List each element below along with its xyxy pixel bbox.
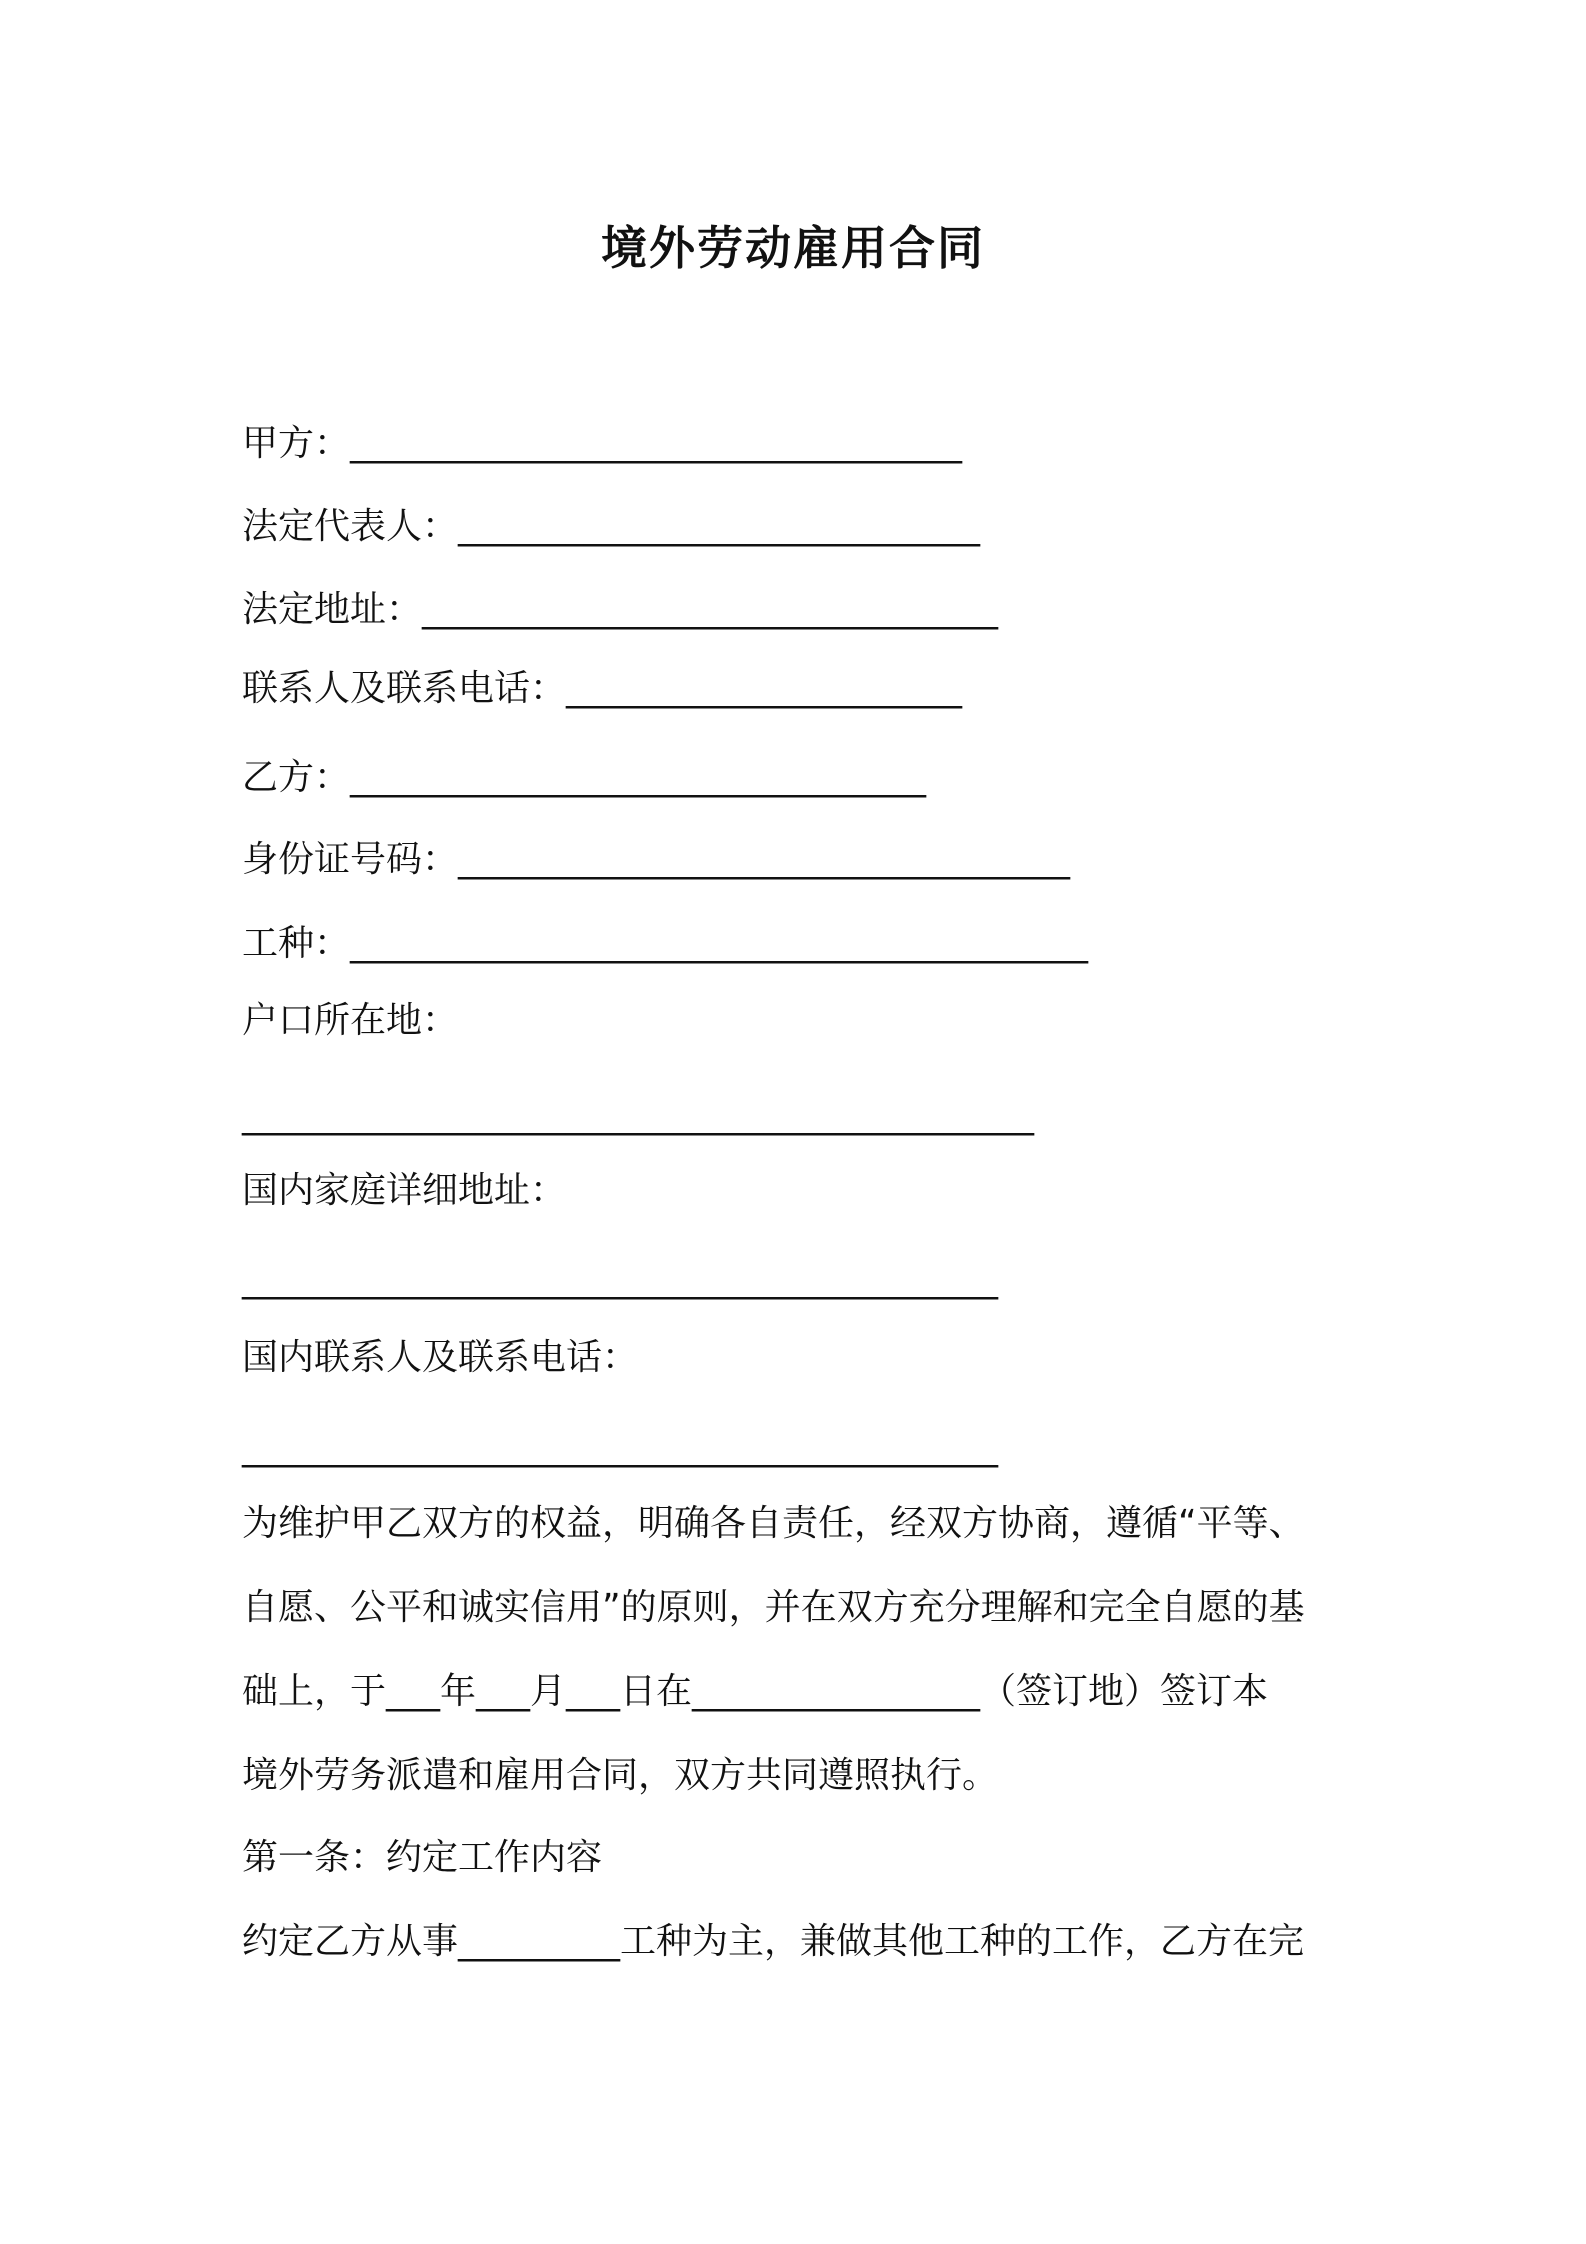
home-address-blank: __________________________________________ bbox=[242, 1259, 998, 1300]
hukou-label: 户口所在地： bbox=[242, 1000, 459, 1041]
preamble-line-4: 境外劳务派遣和雇用合同，双方共同遵照执行。 bbox=[242, 1755, 999, 1796]
document-title: 境外劳动雇用合同 bbox=[601, 221, 985, 275]
hukou-blank: ____________________________________________ bbox=[242, 1095, 1034, 1136]
id-number-field: 身份证号码：__________________________________ bbox=[242, 839, 1071, 880]
legal-representative-field: 法定代表人：_____________________________ bbox=[242, 506, 981, 547]
legal-address-field: 法定地址：________________________________ bbox=[242, 589, 999, 630]
domestic-contact-blank: __________________________________________ bbox=[242, 1427, 998, 1468]
preamble-line-2: 自愿、公平和诚实信用”的原则，并在双方充分理解和完全自愿的基 bbox=[242, 1587, 1305, 1628]
article-1-line-1: 约定乙方从事_________工种为主，兼做其他工种的工作，乙方在完 bbox=[242, 1921, 1305, 1962]
party-b-field: 乙方：________________________________ bbox=[242, 757, 927, 798]
preamble-line-3: 础上，于___年___月___日在________________（签订地）签订本 bbox=[242, 1671, 1269, 1712]
preamble-line-1: 为维护甲乙双方的权益，明确各自责任，经双方协商，遵循“平等、 bbox=[242, 1503, 1305, 1544]
party-a-field: 甲方：__________________________________ bbox=[242, 423, 963, 464]
job-type-field: 工种：_________________________________________ bbox=[242, 923, 1089, 964]
article-1-heading: 第一条：约定工作内容 bbox=[242, 1837, 603, 1878]
domestic-contact-label: 国内联系人及联系电话： bbox=[242, 1337, 639, 1378]
home-address-label: 国内家庭详细地址： bbox=[242, 1170, 567, 1211]
party-a-contact-field: 联系人及联系电话：______________________ bbox=[242, 668, 963, 709]
